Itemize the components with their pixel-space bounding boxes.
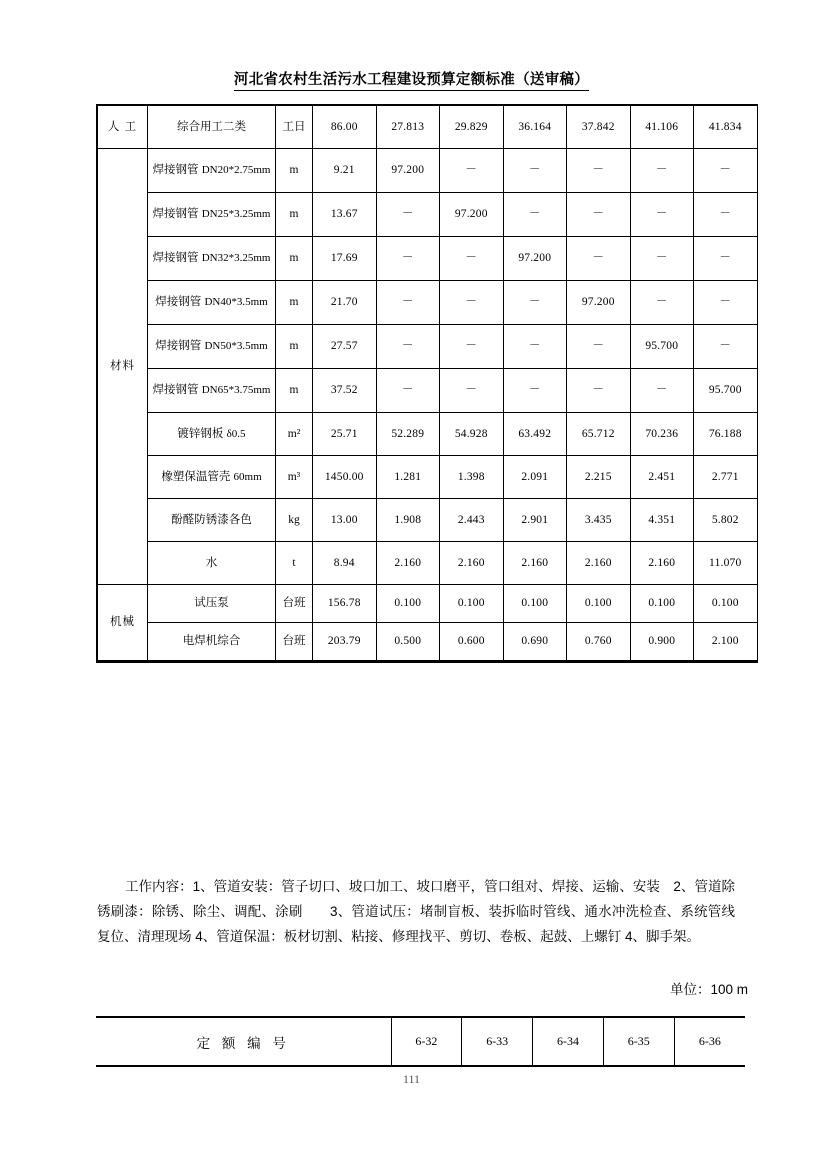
row-group-label-labor: 人 工 [98, 106, 148, 149]
quota-code-cell: 6-32 [391, 1017, 462, 1066]
item-unit-cell: 台班 [276, 585, 313, 623]
item-name-cell: 电焊机综合 [148, 623, 276, 661]
value-cell: － [630, 281, 694, 325]
work-content-paragraph: 工作内容：1、管道安装：管子切口、坡口加工、坡口磨平，管口组对、焊接、运输、安装 2、管道除锈刷漆：除锈、除尘、调配、涂刷 3、管道试压：堵制盲板、装拆临时管线、通水冲洗检查、系统管线复位、清理现场 4、管道保温：板材切割、粘接、修理找平、剪切、卷板、起鼓、上螺钉 4、脚手架。 [97, 879, 735, 944]
item-unit-cell: m [276, 369, 313, 413]
value-cell: 2.160 [376, 542, 440, 585]
value-cell: 4.351 [630, 499, 694, 542]
item-unit-cell: m² [276, 413, 313, 456]
item-name-text: 焊接钢管 [155, 340, 202, 353]
quota-code-label: 定 额 编 号 [96, 1017, 391, 1066]
value-cell: 2.215 [567, 456, 631, 499]
item-name-text: 镀锌钢板 [177, 427, 224, 440]
value-cell: 21.70 [313, 281, 377, 325]
value-cell: 0.760 [567, 623, 631, 661]
item-size-text: δ0.5 [226, 427, 246, 440]
value-cell: 2.443 [440, 499, 504, 542]
item-name-text: 焊接钢管 [152, 384, 199, 397]
value-cell: － [630, 369, 694, 413]
value-cell: 2.771 [694, 456, 758, 499]
value-cell: 97.200 [440, 193, 504, 237]
value-cell: － [694, 325, 758, 369]
item-size-text: 60mm [233, 470, 262, 483]
value-cell: 41.106 [630, 106, 694, 149]
quota-code-cell: 6-35 [603, 1017, 674, 1066]
item-name-text: 焊接钢管 [155, 296, 202, 309]
value-cell: 0.100 [376, 585, 440, 623]
item-unit-cell: m [276, 149, 313, 193]
table-row [98, 413, 758, 456]
value-cell: 0.500 [376, 623, 440, 661]
quota-code-cell: 6-36 [674, 1017, 745, 1066]
item-name-text: 橡塑保温管壳 [161, 470, 231, 483]
value-cell: 54.928 [440, 413, 504, 456]
value-cell: 11.070 [694, 542, 758, 585]
item-unit-cell: m [276, 193, 313, 237]
value-cell: 1.398 [440, 456, 504, 499]
value-cell: － [694, 237, 758, 281]
value-cell: 5.802 [694, 499, 758, 542]
unit-note: 单位：100 m [669, 982, 748, 997]
table-row [98, 193, 758, 237]
item-unit-cell: m [276, 281, 313, 325]
value-cell: 36.164 [503, 106, 567, 149]
table-row [98, 499, 758, 542]
value-cell: 2.160 [567, 542, 631, 585]
value-cell: 1450.00 [313, 456, 377, 499]
value-cell: 0.690 [503, 623, 567, 661]
table-frame-bottom [96, 661, 758, 663]
item-name-text: 焊接钢管 [152, 208, 199, 221]
value-cell: 2.901 [503, 499, 567, 542]
value-cell: 65.712 [567, 413, 631, 456]
quota-consumption-table [97, 105, 758, 661]
item-name-cell: 试压泵 [148, 585, 276, 623]
item-name-cell [148, 149, 276, 193]
value-cell: 0.100 [694, 585, 758, 623]
item-name-text: 焊接钢管 [152, 164, 199, 177]
value-cell: － [376, 325, 440, 369]
value-cell: － [630, 237, 694, 281]
value-cell: 37.842 [567, 106, 631, 149]
value-cell: － [567, 237, 631, 281]
page-number: 111 [402, 1072, 421, 1086]
value-cell: － [440, 369, 504, 413]
value-cell: 0.100 [440, 585, 504, 623]
table-row [98, 585, 758, 623]
quota-code-table-wrap [96, 1016, 746, 1067]
item-size-text: DN32*3.25mm [201, 252, 271, 265]
table-row [98, 281, 758, 325]
row-group-label-machine: 机械 [98, 585, 148, 661]
row-group-label-material: 材料 [98, 149, 148, 585]
table-row [98, 542, 758, 585]
value-cell: 2.100 [694, 623, 758, 661]
item-unit-cell: t [276, 542, 313, 585]
value-cell: 2.160 [630, 542, 694, 585]
value-cell: 27.57 [313, 325, 377, 369]
item-unit-cell: 工日 [276, 106, 313, 149]
value-cell: 52.289 [376, 413, 440, 456]
value-cell: 97.200 [503, 237, 567, 281]
value-cell: 0.100 [630, 585, 694, 623]
value-cell: 95.700 [630, 325, 694, 369]
item-size-text: DN20*2.75mm [201, 164, 271, 177]
value-cell: 0.600 [440, 623, 504, 661]
value-cell: － [503, 149, 567, 193]
item-name-cell: 综合用工二类 [148, 106, 276, 149]
value-cell: 63.492 [503, 413, 567, 456]
value-cell: － [630, 193, 694, 237]
table-row [98, 106, 758, 149]
value-cell: － [503, 193, 567, 237]
value-cell: 2.091 [503, 456, 567, 499]
value-cell: － [694, 281, 758, 325]
table-row [98, 369, 758, 413]
value-cell: 1.281 [376, 456, 440, 499]
item-name-cell: 酚醛防锈漆各色 [148, 499, 276, 542]
value-cell: － [440, 325, 504, 369]
value-cell: 8.94 [313, 542, 377, 585]
quota-code-table [96, 1016, 745, 1067]
value-cell: － [567, 149, 631, 193]
table-row [98, 623, 758, 661]
value-cell: － [440, 149, 504, 193]
page-title [0, 68, 823, 89]
value-cell: 2.160 [440, 542, 504, 585]
value-cell: 13.67 [313, 193, 377, 237]
item-name-cell [148, 237, 276, 281]
table-row [98, 237, 758, 281]
value-cell: － [567, 325, 631, 369]
quota-code-cell: 6-34 [533, 1017, 604, 1066]
value-cell: － [567, 193, 631, 237]
value-cell: 0.100 [503, 585, 567, 623]
item-unit-cell: 台班 [276, 623, 313, 661]
value-cell: 203.79 [313, 623, 377, 661]
value-cell: 0.900 [630, 623, 694, 661]
value-cell: 76.188 [694, 413, 758, 456]
item-size-text: DN40*3.5mm [204, 296, 268, 309]
item-unit-cell: m [276, 325, 313, 369]
value-cell: 97.200 [376, 149, 440, 193]
item-unit-cell: kg [276, 499, 313, 542]
table-row [98, 325, 758, 369]
table-row [98, 149, 758, 193]
item-size-text: DN25*3.25mm [201, 208, 271, 221]
item-unit-cell: m [276, 237, 313, 281]
value-cell: 41.834 [694, 106, 758, 149]
value-cell: － [503, 369, 567, 413]
item-name-cell [148, 325, 276, 369]
value-cell: 29.829 [440, 106, 504, 149]
value-cell: － [440, 281, 504, 325]
value-cell: － [376, 237, 440, 281]
value-cell: 86.00 [313, 106, 377, 149]
item-name-cell [148, 281, 276, 325]
value-cell: － [503, 325, 567, 369]
value-cell: 37.52 [313, 369, 377, 413]
item-name-cell: 水 [148, 542, 276, 585]
value-cell: － [376, 369, 440, 413]
table-row [98, 456, 758, 499]
page-title-text: 河北省农村生活污水工程建设预算定额标准（送审稿） [234, 72, 589, 91]
value-cell: － [567, 369, 631, 413]
value-cell: － [694, 149, 758, 193]
value-cell: 156.78 [313, 585, 377, 623]
value-cell: 27.813 [376, 106, 440, 149]
value-cell: 1.908 [376, 499, 440, 542]
value-cell: 17.69 [313, 237, 377, 281]
value-cell: 25.71 [313, 413, 377, 456]
value-cell: 0.100 [567, 585, 631, 623]
value-cell: 2.451 [630, 456, 694, 499]
value-cell: － [440, 237, 504, 281]
value-cell: － [376, 281, 440, 325]
item-name-cell [148, 413, 276, 456]
value-cell: 13.00 [313, 499, 377, 542]
item-size-text: DN65*3.75mm [201, 384, 271, 397]
quota-code-cell: 6-33 [462, 1017, 533, 1066]
item-name-cell [148, 193, 276, 237]
item-name-cell [148, 369, 276, 413]
quota-code-row [96, 1017, 745, 1066]
item-size-text: DN50*3.5mm [204, 340, 268, 353]
item-name-text: 焊接钢管 [152, 252, 199, 265]
value-cell: 95.700 [694, 369, 758, 413]
value-cell: － [694, 193, 758, 237]
value-cell: 2.160 [503, 542, 567, 585]
value-cell: 3.435 [567, 499, 631, 542]
item-name-cell [148, 456, 276, 499]
value-cell: － [503, 281, 567, 325]
item-unit-cell: m³ [276, 456, 313, 499]
value-cell: － [630, 149, 694, 193]
value-cell: 70.236 [630, 413, 694, 456]
value-cell: 9.21 [313, 149, 377, 193]
value-cell: － [376, 193, 440, 237]
value-cell: 97.200 [567, 281, 631, 325]
